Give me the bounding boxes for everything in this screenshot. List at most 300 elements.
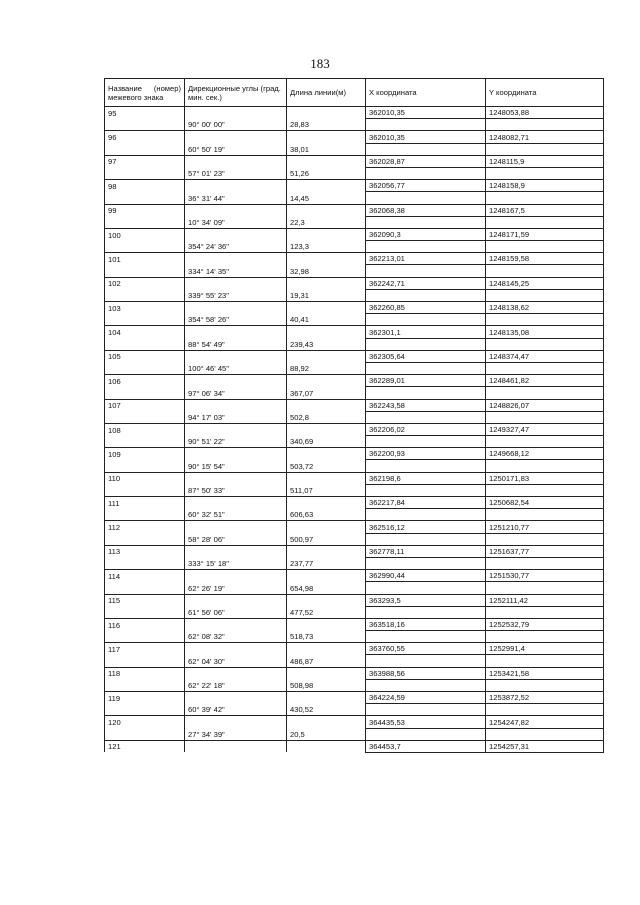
cell-direction-angle: 87° 50' 33" [185, 484, 287, 496]
cell-empty [366, 631, 486, 643]
cell-empty [105, 606, 185, 618]
cell-empty [105, 265, 185, 277]
table-row [105, 180, 604, 192]
cell-empty [287, 302, 366, 314]
cell-x-coordinate: 362516,12 [366, 521, 486, 533]
cell-direction-angle: 62° 08' 32" [185, 631, 287, 643]
cell-y-coordinate: 1248171,59 [486, 228, 604, 240]
cell-empty [486, 436, 604, 448]
cell-empty [287, 545, 366, 557]
cell-x-coordinate: 363760,55 [366, 643, 486, 655]
page-number: 183 [310, 56, 330, 71]
cell-empty [185, 180, 287, 192]
cell-empty [185, 107, 287, 119]
table-row [105, 436, 604, 448]
table-row [105, 289, 604, 301]
cell-line-length: 654,98 [287, 582, 366, 594]
cell-empty [366, 460, 486, 472]
table-row [105, 655, 604, 667]
cell-x-coordinate: 362028,87 [366, 155, 486, 167]
cell-line-length: 340,69 [287, 436, 366, 448]
cell-empty [105, 289, 185, 301]
cell-point-name: 96 [105, 131, 185, 143]
cell-empty [185, 594, 287, 606]
cell-y-coordinate: 1248374,47 [486, 350, 604, 362]
cell-empty [105, 167, 185, 179]
cell-empty [105, 484, 185, 496]
cell-y-coordinate: 1248082,71 [486, 131, 604, 143]
cell-y-coordinate: 1252111,42 [486, 594, 604, 606]
cell-empty [287, 472, 366, 484]
cell-empty [486, 484, 604, 496]
cell-empty [366, 436, 486, 448]
cell-empty [287, 618, 366, 630]
cell-empty [287, 155, 366, 167]
cell-empty [105, 192, 185, 204]
cell-empty [105, 704, 185, 716]
cell-direction-angle: 100° 46' 45" [185, 362, 287, 374]
cell-empty [486, 704, 604, 716]
cell-empty [287, 326, 366, 338]
header-x: X координата [366, 79, 486, 107]
cell-empty [105, 728, 185, 740]
table-row [105, 594, 604, 606]
cell-empty [287, 399, 366, 411]
header-length: Длина линии(м) [287, 79, 366, 107]
cell-line-length: 32,98 [287, 265, 366, 277]
cell-direction-angle: 27° 34' 39" [185, 728, 287, 740]
cell-point-name: 99 [105, 204, 185, 216]
cell-empty [105, 533, 185, 545]
cell-direction-angle: 58° 28' 06" [185, 533, 287, 545]
table-row [105, 497, 604, 509]
cell-empty [287, 423, 366, 435]
cell-line-length: 477,52 [287, 606, 366, 618]
table-row [105, 509, 604, 521]
cell-empty [105, 314, 185, 326]
cell-empty [486, 289, 604, 301]
cell-empty [486, 728, 604, 740]
cell-x-coordinate: 362010,35 [366, 131, 486, 143]
cell-empty [185, 326, 287, 338]
cell-point-name: 109 [105, 448, 185, 460]
cell-direction-angle: 88° 54' 49" [185, 338, 287, 350]
table-row [105, 423, 604, 435]
cell-empty [185, 350, 287, 362]
cell-x-coordinate: 364453,7 [366, 740, 486, 752]
table-row [105, 448, 604, 460]
table-row [105, 107, 604, 119]
cell-empty [287, 253, 366, 265]
cell-empty [287, 521, 366, 533]
cell-point-name: 103 [105, 302, 185, 314]
cell-y-coordinate: 1250682,54 [486, 497, 604, 509]
cell-empty [287, 228, 366, 240]
cell-empty [185, 570, 287, 582]
cell-direction-angle: 94° 17' 03" [185, 411, 287, 423]
cell-point-name: 102 [105, 277, 185, 289]
cell-x-coordinate: 363518,16 [366, 618, 486, 630]
cell-y-coordinate: 1250171,83 [486, 472, 604, 484]
coordinates-table-wrapper [104, 78, 603, 753]
cell-empty [185, 131, 287, 143]
cell-y-coordinate: 1248159,58 [486, 253, 604, 265]
cell-empty [185, 497, 287, 509]
cell-point-name: 115 [105, 594, 185, 606]
cell-empty [366, 167, 486, 179]
cell-line-length: 239,43 [287, 338, 366, 350]
cell-empty [287, 497, 366, 509]
table-row [105, 277, 604, 289]
cell-empty [105, 387, 185, 399]
cell-y-coordinate: 1248115,9 [486, 155, 604, 167]
cell-x-coordinate: 362010,35 [366, 107, 486, 119]
table-row [105, 631, 604, 643]
cell-x-coordinate: 364224,59 [366, 692, 486, 704]
cell-empty [105, 679, 185, 691]
cell-y-coordinate: 1251210,77 [486, 521, 604, 533]
cell-empty [185, 472, 287, 484]
cell-empty [185, 643, 287, 655]
cell-empty [287, 375, 366, 387]
cell-empty [185, 545, 287, 557]
cell-empty [486, 314, 604, 326]
cell-y-coordinate: 1248158,9 [486, 180, 604, 192]
cell-line-length: 500,97 [287, 533, 366, 545]
cell-empty [486, 216, 604, 228]
table-header-row [105, 79, 604, 107]
cell-line-length: 19,31 [287, 289, 366, 301]
cell-empty [287, 350, 366, 362]
cell-empty [185, 740, 287, 752]
cell-point-name: 113 [105, 545, 185, 557]
cell-empty [105, 460, 185, 472]
cell-empty [105, 362, 185, 374]
cell-empty [105, 241, 185, 253]
table-row [105, 216, 604, 228]
cell-empty [185, 155, 287, 167]
table-row [105, 253, 604, 265]
cell-y-coordinate: 1251637,77 [486, 545, 604, 557]
cell-direction-angle: 90° 15' 54" [185, 460, 287, 472]
cell-line-length: 503,72 [287, 460, 366, 472]
cell-line-length: 38,01 [287, 143, 366, 155]
cell-direction-angle: 90° 00' 00" [185, 119, 287, 131]
cell-empty [366, 728, 486, 740]
cell-x-coordinate: 362090,3 [366, 228, 486, 240]
cell-y-coordinate: 1252532,79 [486, 618, 604, 630]
cell-empty [287, 448, 366, 460]
cell-empty [366, 314, 486, 326]
cell-x-coordinate: 362213,01 [366, 253, 486, 265]
cell-empty [105, 119, 185, 131]
cell-empty [366, 411, 486, 423]
cell-empty [366, 509, 486, 521]
cell-line-length: 88,92 [287, 362, 366, 374]
cell-empty [185, 692, 287, 704]
cell-empty [185, 521, 287, 533]
table-row [105, 387, 604, 399]
cell-line-length: 237,77 [287, 557, 366, 569]
cell-empty [486, 167, 604, 179]
cell-empty [287, 594, 366, 606]
cell-y-coordinate: 1248053,88 [486, 107, 604, 119]
cell-empty [366, 704, 486, 716]
cell-empty [105, 557, 185, 569]
cell-point-name: 120 [105, 716, 185, 728]
table-row [105, 582, 604, 594]
cell-direction-angle: 354° 58' 26" [185, 314, 287, 326]
table-row [105, 241, 604, 253]
cell-empty [185, 716, 287, 728]
cell-point-name: 95 [105, 107, 185, 119]
table-row [105, 472, 604, 484]
cell-empty [366, 679, 486, 691]
table-row [105, 667, 604, 679]
cell-direction-angle: 61° 56' 06" [185, 606, 287, 618]
cell-empty [366, 338, 486, 350]
cell-empty [287, 570, 366, 582]
cell-empty [287, 131, 366, 143]
cell-empty [486, 119, 604, 131]
cell-x-coordinate: 362198,6 [366, 472, 486, 484]
cell-direction-angle: 333° 15' 18" [185, 557, 287, 569]
cell-line-length: 511,07 [287, 484, 366, 496]
table-row [105, 375, 604, 387]
cell-x-coordinate: 362200,93 [366, 448, 486, 460]
coordinates-table [104, 78, 604, 753]
header-angles: Дирекционные углы (град. мин. сек.) [185, 79, 287, 107]
cell-line-length: 20,5 [287, 728, 366, 740]
cell-empty [287, 180, 366, 192]
cell-empty [366, 606, 486, 618]
cell-point-name: 100 [105, 228, 185, 240]
cell-x-coordinate: 362243,58 [366, 399, 486, 411]
table-row [105, 302, 604, 314]
cell-y-coordinate: 1254257,31 [486, 740, 604, 752]
cell-line-length: 123,3 [287, 241, 366, 253]
cell-y-coordinate: 1251530,77 [486, 570, 604, 582]
table-row [105, 643, 604, 655]
cell-empty [185, 399, 287, 411]
cell-empty [105, 631, 185, 643]
cell-line-length: 367,07 [287, 387, 366, 399]
cell-y-coordinate: 1248138,62 [486, 302, 604, 314]
cell-direction-angle: 60° 50' 19" [185, 143, 287, 155]
cell-line-length: 502,8 [287, 411, 366, 423]
cell-y-coordinate: 1249668,12 [486, 448, 604, 460]
cell-empty [366, 143, 486, 155]
cell-point-name: 121 [105, 740, 185, 752]
cell-empty [287, 643, 366, 655]
table-row [105, 704, 604, 716]
cell-x-coordinate: 362068,38 [366, 204, 486, 216]
cell-empty [185, 204, 287, 216]
cell-line-length: 508,98 [287, 679, 366, 691]
cell-point-name: 111 [105, 497, 185, 509]
table-row [105, 155, 604, 167]
cell-empty [486, 582, 604, 594]
cell-x-coordinate: 363293,5 [366, 594, 486, 606]
table-row [105, 228, 604, 240]
cell-line-length: 430,52 [287, 704, 366, 716]
cell-point-name: 116 [105, 618, 185, 630]
cell-empty [366, 387, 486, 399]
cell-point-name: 117 [105, 643, 185, 655]
cell-empty [105, 509, 185, 521]
table-row [105, 460, 604, 472]
cell-empty [185, 277, 287, 289]
table-row [105, 411, 604, 423]
cell-direction-angle: 60° 39' 42" [185, 704, 287, 716]
table-body [105, 107, 604, 753]
cell-empty [366, 362, 486, 374]
header-name: Название (номер) межевого знака [105, 79, 185, 107]
cell-empty [486, 460, 604, 472]
cell-x-coordinate: 362206,02 [366, 423, 486, 435]
cell-direction-angle: 62° 26' 19" [185, 582, 287, 594]
cell-y-coordinate: 1248145,25 [486, 277, 604, 289]
table-row [105, 131, 604, 143]
cell-point-name: 101 [105, 253, 185, 265]
cell-x-coordinate: 362778,11 [366, 545, 486, 557]
cell-empty [185, 375, 287, 387]
table-row [105, 740, 604, 752]
table-row [105, 362, 604, 374]
cell-empty [185, 253, 287, 265]
cell-line-length: 28,83 [287, 119, 366, 131]
table-row [105, 557, 604, 569]
cell-x-coordinate: 364435,53 [366, 716, 486, 728]
header-y: Y координата [486, 79, 604, 107]
cell-empty [486, 557, 604, 569]
cell-point-name: 112 [105, 521, 185, 533]
cell-direction-angle: 60° 32' 51" [185, 509, 287, 521]
cell-x-coordinate: 362217,84 [366, 497, 486, 509]
cell-point-name: 114 [105, 570, 185, 582]
cell-y-coordinate: 1248826,07 [486, 399, 604, 411]
cell-point-name: 106 [105, 375, 185, 387]
table-row [105, 314, 604, 326]
table-row [105, 167, 604, 179]
cell-direction-angle: 334° 14' 35" [185, 265, 287, 277]
cell-y-coordinate: 1252991,4 [486, 643, 604, 655]
cell-direction-angle: 62° 22' 18" [185, 679, 287, 691]
cell-empty [287, 277, 366, 289]
cell-line-length: 486,87 [287, 655, 366, 667]
cell-point-name: 110 [105, 472, 185, 484]
cell-empty [185, 618, 287, 630]
cell-y-coordinate: 1248135,08 [486, 326, 604, 338]
cell-empty [287, 740, 366, 752]
table-row [105, 192, 604, 204]
cell-x-coordinate: 363988,56 [366, 667, 486, 679]
cell-empty [486, 143, 604, 155]
cell-direction-angle: 62° 04' 30" [185, 655, 287, 667]
table-row [105, 399, 604, 411]
cell-line-length: 22,3 [287, 216, 366, 228]
cell-empty [366, 582, 486, 594]
cell-x-coordinate: 362301,1 [366, 326, 486, 338]
cell-empty [366, 192, 486, 204]
cell-y-coordinate: 1248461,82 [486, 375, 604, 387]
cell-point-name: 118 [105, 667, 185, 679]
cell-line-length: 40,41 [287, 314, 366, 326]
cell-empty [486, 192, 604, 204]
cell-empty [366, 484, 486, 496]
cell-point-name: 104 [105, 326, 185, 338]
cell-point-name: 107 [105, 399, 185, 411]
cell-empty [486, 338, 604, 350]
table-row [105, 716, 604, 728]
cell-empty [105, 411, 185, 423]
cell-empty [287, 667, 366, 679]
cell-empty [486, 533, 604, 545]
table-row [105, 338, 604, 350]
cell-empty [287, 716, 366, 728]
table-row [105, 679, 604, 691]
cell-empty [486, 606, 604, 618]
cell-x-coordinate: 362056,77 [366, 180, 486, 192]
cell-point-name: 97 [105, 155, 185, 167]
cell-empty [366, 241, 486, 253]
cell-x-coordinate: 362305,64 [366, 350, 486, 362]
cell-line-length: 518,73 [287, 631, 366, 643]
cell-empty [185, 423, 287, 435]
cell-empty [105, 338, 185, 350]
cell-empty [366, 655, 486, 667]
cell-y-coordinate: 1248167,5 [486, 204, 604, 216]
table-row [105, 533, 604, 545]
cell-empty [366, 533, 486, 545]
cell-direction-angle: 10° 34' 09" [185, 216, 287, 228]
cell-point-name: 119 [105, 692, 185, 704]
cell-y-coordinate: 1253872,52 [486, 692, 604, 704]
cell-x-coordinate: 362260,85 [366, 302, 486, 314]
cell-direction-angle: 97° 06' 34" [185, 387, 287, 399]
cell-empty [486, 362, 604, 374]
cell-empty [105, 655, 185, 667]
cell-empty [486, 241, 604, 253]
cell-x-coordinate: 362242,71 [366, 277, 486, 289]
cell-empty [105, 216, 185, 228]
cell-empty [287, 692, 366, 704]
cell-direction-angle: 57° 01' 23" [185, 167, 287, 179]
cell-empty [366, 557, 486, 569]
table-row [105, 618, 604, 630]
table-row [105, 521, 604, 533]
cell-empty [366, 265, 486, 277]
table-row [105, 326, 604, 338]
table-row [105, 545, 604, 557]
cell-empty [185, 448, 287, 460]
table-row [105, 692, 604, 704]
cell-empty [486, 387, 604, 399]
cell-line-length: 51,26 [287, 167, 366, 179]
cell-empty [366, 289, 486, 301]
cell-empty [486, 411, 604, 423]
table-row [105, 484, 604, 496]
table-row [105, 350, 604, 362]
cell-direction-angle: 36° 31' 44" [185, 192, 287, 204]
cell-empty [486, 655, 604, 667]
cell-empty [486, 509, 604, 521]
cell-y-coordinate: 1249327,47 [486, 423, 604, 435]
cell-point-name: 105 [105, 350, 185, 362]
table-row [105, 570, 604, 582]
cell-empty [105, 582, 185, 594]
table-row [105, 728, 604, 740]
